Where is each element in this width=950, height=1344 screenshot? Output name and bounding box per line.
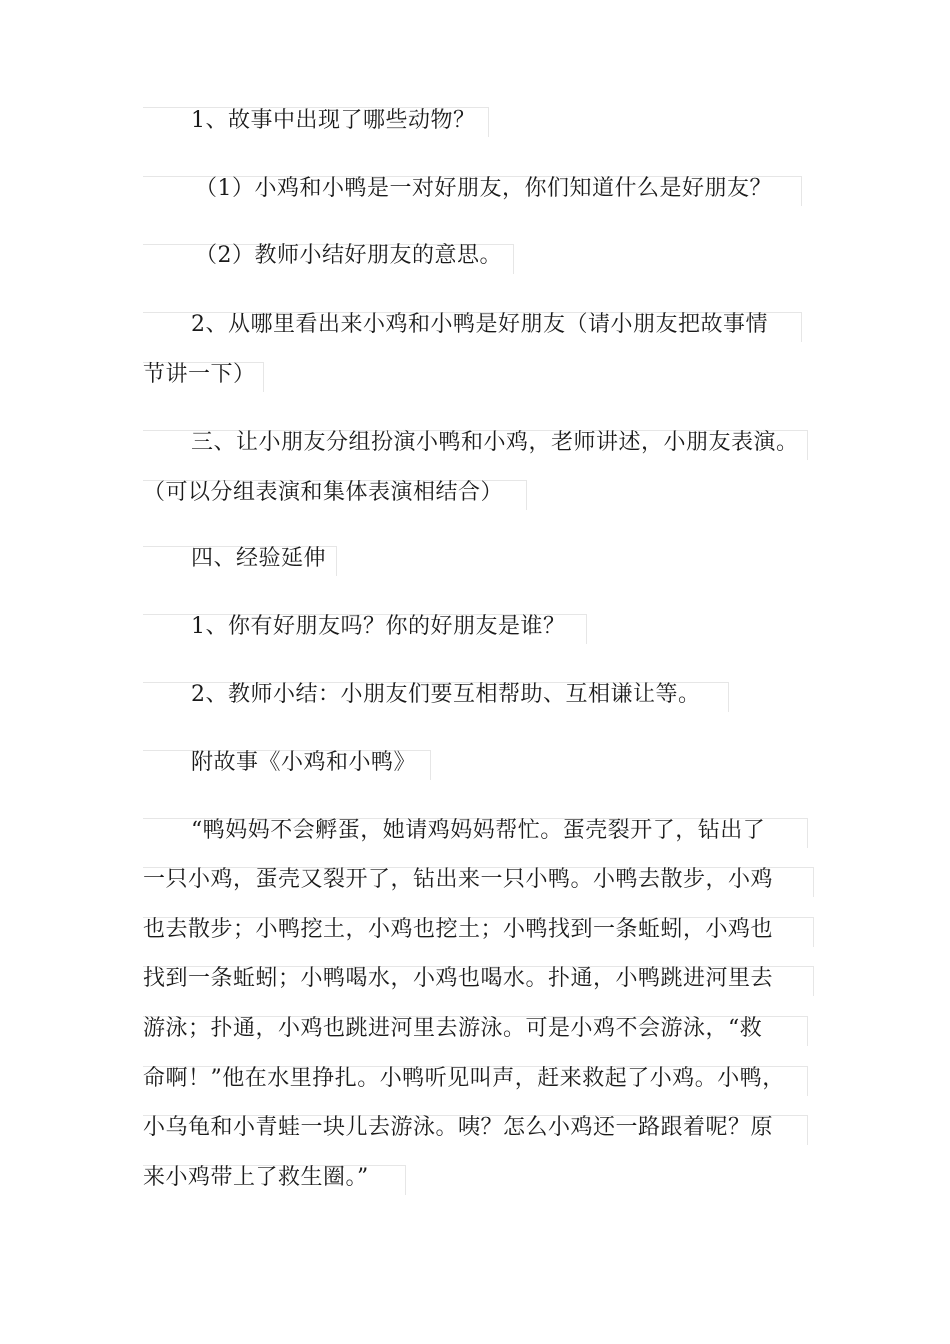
line-tick [336,546,337,576]
paragraph-line: 三、让小朋友分组扮演小鸭和小鸡，老师讲述，小朋友表演。 [191,430,799,455]
line-tick [728,682,729,712]
paragraph-line: 节讲一下） [143,362,256,387]
paragraph-line: 1、你有好朋友吗？你的好朋友是谁？ [191,614,566,639]
line-tick [526,480,527,510]
line-tick [801,312,802,342]
section-heading: 四、经验延伸 [191,546,327,571]
story-line: 来小鸡带上了救生圈。” [143,1165,369,1190]
line-tick [807,1016,808,1046]
paragraph-line: （2）教师小结好朋友的意思。 [195,243,502,268]
line-tick [807,1066,808,1096]
story-line: 一只小鸡，蛋壳又裂开了，钻出来一只小鸭。小鸭去散步，小鸡 [143,867,774,892]
line-tick [813,867,814,897]
line-tick [801,176,802,206]
paragraph-line: 1、故事中出现了哪些动物？ [191,108,476,133]
line-tick [488,107,489,137]
story-line: 命啊！”他在水里挣扎。小鸭听见叫声，赶来救起了小鸡。小鸭， [143,1066,785,1091]
paragraph-line: （1）小鸡和小鸭是一对好朋友，你们知道什么是好朋友？ [195,176,772,201]
line-tick [807,430,808,460]
line-tick [807,818,808,848]
paragraph-line: 2、从哪里看出来小鸡和小鸭是好朋友（请小朋友把故事情 [191,312,768,337]
story-line: 小乌龟和小青蛙一块儿去游泳。咦？怎么小鸡还一路跟着呢？原 [143,1115,774,1140]
line-tick [513,244,514,274]
line-tick [430,750,431,780]
paragraph-line: 2、教师小结：小朋友们要互相帮助、互相谦让等。 [191,682,701,707]
line-tick [405,1165,406,1195]
line-tick [586,614,587,644]
paragraph-line: （可以分组表演和集体表演相结合） [143,480,504,505]
story-line: “鸭妈妈不会孵蛋，她请鸡妈妈帮忙。蛋壳裂开了，钻出了 [191,818,766,843]
story-line: 也去散步；小鸭挖土，小鸡也挖土；小鸭找到一条蚯蚓，小鸡也 [143,917,774,942]
line-tick [813,966,814,996]
story-title: 附故事《小鸡和小鸭》 [191,750,417,775]
line-tick [807,1115,808,1145]
line-tick [263,362,264,392]
line-tick [813,917,814,947]
story-line: 游泳；扑通，小鸡也跳进河里去游泳。可是小鸡不会游泳，“救 [143,1016,763,1041]
story-line: 找到一条蚯蚓；小鸭喝水，小鸡也喝水。扑通，小鸭跳进河里去 [143,966,774,991]
